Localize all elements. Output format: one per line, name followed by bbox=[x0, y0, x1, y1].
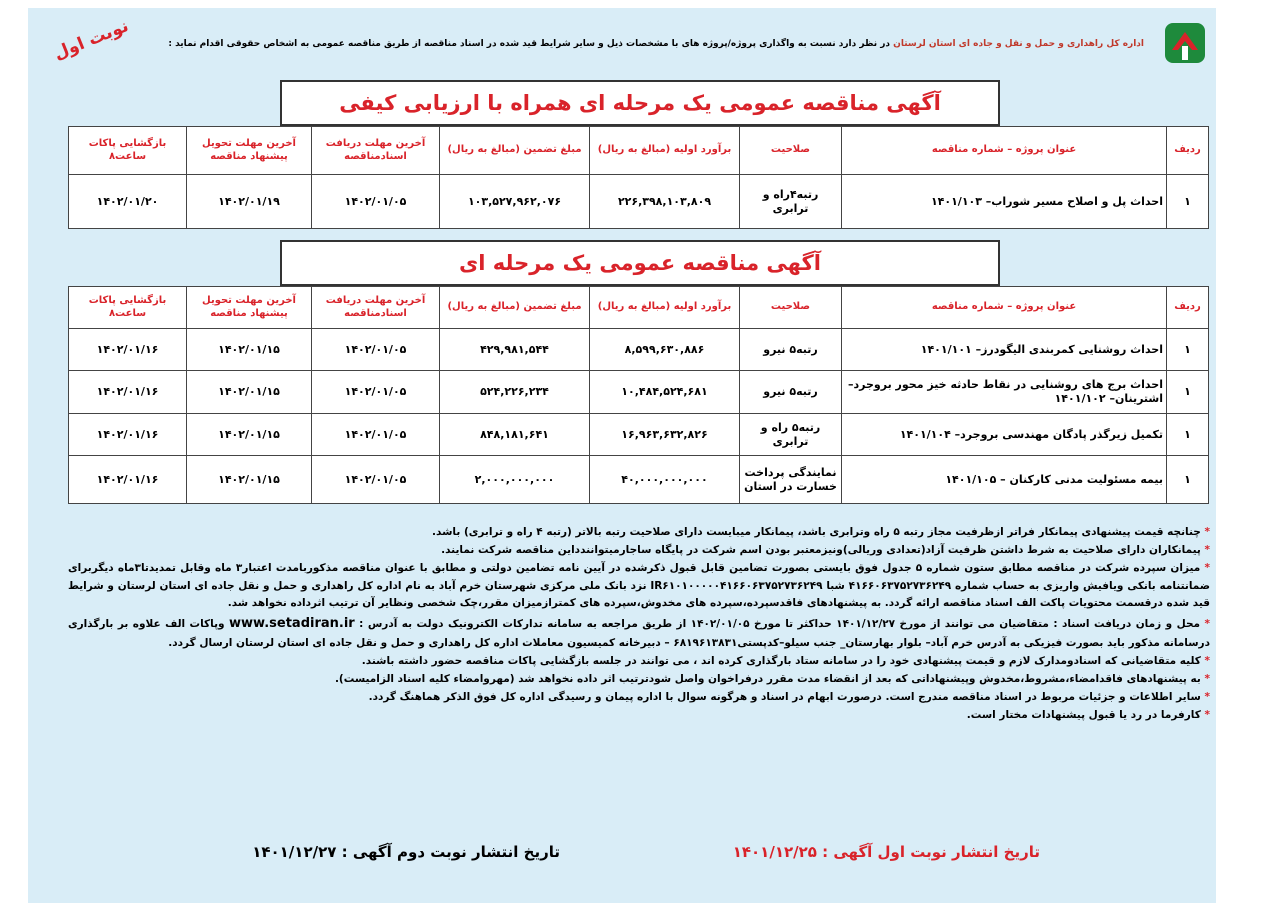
header-opening-date: بازگشایی پاکات ساعت۸ bbox=[69, 287, 187, 329]
header-guarantee-amount: مبلغ تضمین (مبالغ به ریال) bbox=[440, 287, 590, 329]
cell-proposal-deadline: ۱۴۰۲/۰۱/۱۹ bbox=[187, 175, 312, 229]
cell-project-title: احداث پل و اصلاح مسیر شوراب– ۱۴۰۱/۱۰۳ bbox=[842, 175, 1167, 229]
cell-docs-deadline: ۱۴۰۲/۰۱/۰۵ bbox=[312, 414, 440, 456]
header-project-title: عنوان پروژه – شماره مناقصه bbox=[842, 287, 1167, 329]
header-docs-deadline: آخرین مهلت دریافت اسنادمناقصه bbox=[312, 287, 440, 329]
notes-section bbox=[68, 524, 1210, 725]
cell-initial-estimate: ۱۶,۹۶۳,۶۳۲,۸۲۶ bbox=[590, 414, 740, 456]
cell-docs-deadline: ۱۴۰۲/۰۱/۰۵ bbox=[312, 175, 440, 229]
cell-opening-date: ۱۴۰۲/۰۱/۱۶ bbox=[69, 329, 187, 371]
cell-guarantee-amount: ۸۴۸,۱۸۱,۶۴۱ bbox=[440, 414, 590, 456]
note-5: * کلیه متقاضیانی که اسنادومدارک لازم و قیمت پیشنهادی خود را در سامانه ستاد بارگذاری کرده اند ، می توانند در جلسه بازگشایی پاکات مناقصه حضور داشته باشند. bbox=[361, 655, 1210, 668]
road-maintenance-logo-icon bbox=[1162, 20, 1208, 66]
note-7: * سایر اطلاعات و جزئیات مربوط در اسناد مناقصه مندرج است. درصورت ابهام در اسناد و هرگونه سوال با اداره پیمان و رسیدگی اداره کل فوق الذکر هماهنگ گردد. bbox=[368, 690, 1210, 703]
cell-project-title: احداث برج های روشنایی در نقاط حادثه خیز محور بروجرد– اشترینان– ۱۴۰۱/۱۰۲ bbox=[842, 371, 1167, 414]
cell-proposal-deadline: ۱۴۰۲/۰۱/۱۵ bbox=[187, 414, 312, 456]
cell-proposal-deadline: ۱۴۰۲/۰۱/۱۵ bbox=[187, 329, 312, 371]
cell-docs-deadline: ۱۴۰۲/۰۱/۰۵ bbox=[312, 371, 440, 414]
cell-docs-deadline: ۱۴۰۲/۰۱/۰۵ bbox=[312, 456, 440, 504]
cell-initial-estimate: ۲۲۶,۳۹۸,۱۰۳,۸۰۹ bbox=[590, 175, 740, 229]
header-proposal-deadline: آخرین مهلت تحویل پیشنهاد مناقصه bbox=[187, 127, 312, 175]
cell-guarantee-amount: ۱۰۳,۵۲۷,۹۶۲,۰۷۶ bbox=[440, 175, 590, 229]
note-1: * چنانچه قیمت پیشنهادی پیمانکار فراتر ازظرفیت مجاز رتبه ۵ راه وترابری باشد، پیمانکار میبایست دارای صلاحیت رتبه بالاتر (رتبه ۴ راه و ترابری) باشد. bbox=[432, 526, 1210, 538]
cell-row-number: ۱ bbox=[1167, 414, 1209, 456]
cell-qualification: رتبه۵ نیرو bbox=[740, 329, 842, 371]
table-row bbox=[69, 456, 1209, 504]
cell-guarantee-amount: ۵۲۴,۲۲۶,۲۳۴ bbox=[440, 371, 590, 414]
cell-qualification: رتبه۵ راه و ترابری bbox=[740, 414, 842, 456]
cell-initial-estimate: ۸,۵۹۹,۶۳۰,۸۸۶ bbox=[590, 329, 740, 371]
cell-proposal-deadline: ۱۴۰۲/۰۱/۱۵ bbox=[187, 371, 312, 414]
second-publish-date: تاریخ انتشار نوبت دوم آگهی : ۱۴۰۱/۱۲/۲۷ bbox=[252, 843, 560, 861]
header-project-title: عنوان پروژه – شماره مناقصه bbox=[842, 127, 1167, 175]
header-row-number: ردیف bbox=[1167, 287, 1209, 329]
note-3: * میزان سپرده شرکت در مناقصه مطابق ستون شماره ۵ جدول فوق بایستی بصورت تضامین قابل قبول ذکرشده در آیین نامه تضامین دولتی و مطابق با عنوان مناقصه مذکوربامدت اعتبار۳ ماه وقابل تمدیدتا۳ماه دیگربرای ضمانتنامه بانکی ویافیش واریزی به حساب شماره ۴۱۶۶۰۶۳۷۵۲۷۳۶۲۴۹ شبا IR۶۱۰۱۰۰۰۰۰۴۱۶۶۰۶۳۷۵۲۷۳۶۲۴۹ نزد بانک ملی مرکزی شهرستان خرم آباد به نام اداره کل راهداری و حمل و نقل جاده ای استان لرستان و شرایط قید شده درقسمت محتویات پاکت الف اسناد مناقصه ارائه گردد. به پیشنهادهای فاقدسپرده،سپرده های مخدوش،سپرده های کمترازمیزان مقرر،چک شخصی ونظایر آن ترتیب اثرداده نخواهد شد. bbox=[68, 561, 1210, 610]
cell-row-number: ۱ bbox=[1167, 329, 1209, 371]
tender1-title: آگهی مناقصه عمومی یک مرحله ای همراه با ارزیابی کیفی bbox=[339, 91, 941, 115]
header-initial-estimate: برآورد اولیه (مبالغ به ریال) bbox=[590, 287, 740, 329]
cell-project-title: تکمیل زیرگذر پادگان مهندسی بروجرد– ۱۴۰۱/۱۰۴ bbox=[842, 414, 1167, 456]
cell-docs-deadline: ۱۴۰۲/۰۱/۰۵ bbox=[312, 329, 440, 371]
cell-opening-date: ۱۴۰۲/۰۱/۱۶ bbox=[69, 456, 187, 504]
intro-rest: در نظر دارد نسبت به واگذاری پروژه/پروژه های با مشخصات ذیل و سایر شرایط قید شده در اسناد مناقصه از طریق مناقصه عمومی به اشخاص حقوقی اقدام نماید : bbox=[168, 39, 894, 49]
cell-project-title: بیمه مسئولیت مدنی کارکنان – ۱۴۰۱/۱۰۵ bbox=[842, 456, 1167, 504]
table-row bbox=[69, 371, 1209, 414]
tender2-title-box bbox=[280, 240, 1000, 286]
header-proposal-deadline: آخرین مهلت تحویل پیشنهاد مناقصه bbox=[187, 287, 312, 329]
table-row bbox=[69, 329, 1209, 371]
note-2: * پیمانکاران دارای صلاحیت به شرط داشتن ظرفیت آزاد(تعدادی وریالی)ونیزمعتبر بودن اسم شرکت در پایگاه ساجارمیتوانندداین مناقصه شرکت نمایند. bbox=[441, 543, 1210, 556]
cell-opening-date: ۱۴۰۲/۰۱/۱۶ bbox=[69, 414, 187, 456]
cell-qualification: رتبه۵ نیرو bbox=[740, 371, 842, 414]
tender1-table bbox=[68, 126, 1209, 229]
cell-project-title: احداث روشنایی کمربندی الیگودرز– ۱۴۰۱/۱۰۱ bbox=[842, 329, 1167, 371]
table-row bbox=[69, 414, 1209, 456]
cell-guarantee-amount: ۴۲۹,۹۸۱,۵۴۴ bbox=[440, 329, 590, 371]
intro-text bbox=[104, 39, 1144, 49]
setadiran-url: www.setadiran.ir bbox=[229, 616, 355, 632]
cell-guarantee-amount: ۲,۰۰۰,۰۰۰,۰۰۰ bbox=[440, 456, 590, 504]
header-qualification: صلاحیت bbox=[740, 127, 842, 175]
table-row bbox=[69, 175, 1209, 229]
header-row-number: ردیف bbox=[1167, 127, 1209, 175]
cell-proposal-deadline: ۱۴۰۲/۰۱/۱۵ bbox=[187, 456, 312, 504]
header-docs-deadline: آخرین مهلت دریافت اسنادمناقصه bbox=[312, 127, 440, 175]
cell-initial-estimate: ۱۰,۴۸۴,۵۲۴,۶۸۱ bbox=[590, 371, 740, 414]
tender1-header-row bbox=[69, 127, 1209, 175]
cell-initial-estimate: ۴۰,۰۰۰,۰۰۰,۰۰۰ bbox=[590, 456, 740, 504]
intro-org: اداره کل راهداری و حمل و نقل و جاده ای استان لرستان bbox=[893, 39, 1144, 49]
first-publish-date: تاریخ انتشار نوبت اول آگهی : ۱۴۰۱/۱۲/۲۵ bbox=[732, 843, 1040, 861]
first-round-stamp: نوبت اول bbox=[51, 16, 132, 64]
cell-qualification: رتبه۴راه و ترابری bbox=[740, 175, 842, 229]
note-4: * محل و زمان دریافت اسناد : متقاضیان می توانند از مورخ ۱۴۰۱/۱۲/۲۷ حداکثر تا مورخ ۱۴۰۲/۰۱/۰۵ از طریق مراجعه به سامانه تدارکات الکترونیک دولت به آدرس : www.setadiran.ir وپاکات الف علاوه بر بارگذاری درسامانه مذکور باید بصورت فیزیکی به آدرس خرم آباد– بلوار بهارستان_ جنب سیلو–کدپستی۶۸۱۹۶۱۳۸۳۱ – دبیرخانه کمیسیون معاملات اداره کل راهداری و حمل و نقل جاده ای استان لرستان ارسال گردد. bbox=[68, 616, 1210, 650]
header-initial-estimate: برآورد اولیه (مبالغ به ریال) bbox=[590, 127, 740, 175]
tender2-header-row bbox=[69, 287, 1209, 329]
tender-notice-page bbox=[28, 8, 1216, 903]
cell-opening-date: ۱۴۰۲/۰۱/۲۰ bbox=[69, 175, 187, 229]
cell-row-number: ۱ bbox=[1167, 371, 1209, 414]
tender1-title-box bbox=[280, 80, 1000, 126]
header-qualification: صلاحیت bbox=[740, 287, 842, 329]
header-opening-date: بازگشایی پاکات ساعت۸ bbox=[69, 127, 187, 175]
tender2-title: آگهی مناقصه عمومی یک مرحله ای bbox=[459, 251, 821, 275]
cell-opening-date: ۱۴۰۲/۰۱/۱۶ bbox=[69, 371, 187, 414]
cell-row-number: ۱ bbox=[1167, 456, 1209, 504]
cell-qualification: نمایندگی پرداخت خسارت در استان bbox=[740, 456, 842, 504]
tender2-table bbox=[68, 286, 1209, 504]
cell-row-number: ۱ bbox=[1167, 175, 1209, 229]
header-guarantee-amount: مبلغ تضمین (مبالغ به ریال) bbox=[440, 127, 590, 175]
note-6: * به پیشنهادهای فاقدامضاء،مشروط،مخدوش وپیشنهاداتی که بعد از انقضاء مدت مقرر درفراخوان واصل شودترتیب اثر داده نخواهد شد (مهروامضاء کلیه اسناد الزامیست). bbox=[334, 673, 1210, 685]
note-8: * کارفرما در رد یا قبول پیشنهادات مختار است. bbox=[966, 708, 1210, 721]
